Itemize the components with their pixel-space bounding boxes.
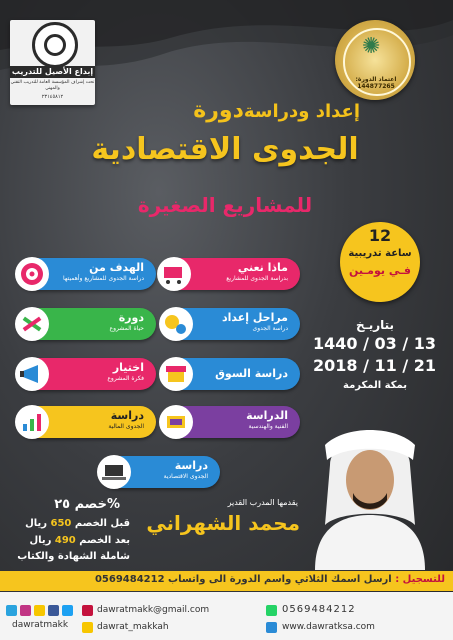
market-stall-icon — [156, 354, 196, 394]
footer-phone[interactable]: 0569484212 — [282, 604, 356, 615]
laptop-icon — [94, 452, 134, 492]
snapchat-icon[interactable] — [34, 605, 45, 616]
logo-emblem-icon — [32, 22, 78, 68]
footer — [0, 592, 453, 640]
hours-label: ساعة تدريبية — [348, 248, 412, 259]
course-title-main: الجدوى الاقتصادية — [91, 132, 359, 167]
snapchat-icon-2 — [82, 622, 93, 633]
course-title-sub: للمشاريع الصغيرة — [137, 193, 313, 217]
hours-days: فـي يومـين — [349, 264, 411, 277]
footer-email[interactable]: dawratmakk@gmail.com — [97, 605, 210, 615]
card-economic: دراسة الجدوى الاقتصادية — [100, 456, 220, 488]
target-icon — [12, 254, 52, 294]
date-gregorian: 2018 / 11 / 21 — [312, 356, 436, 375]
card-stages: مراحل إعداد دراسة الجدوى — [162, 308, 300, 340]
globe-icon — [266, 622, 277, 633]
registration-text: للتسجيل : ارسل اسمك الثلاثي واسم الدورة الى واتساب 0569484212 — [94, 574, 445, 585]
whatsapp-icon — [266, 605, 277, 616]
trainer-photo — [295, 415, 445, 570]
card-what-we-mean: ماذا نعني بدراسة الجدوى للمشاريع — [162, 258, 300, 290]
footer-handle2[interactable]: dawrat_makkah — [97, 622, 169, 632]
date-city: بمكة المكرمة — [343, 380, 407, 391]
price-before: قبل الخصم 650 ريال — [25, 518, 130, 529]
accreditation-badge — [335, 20, 415, 100]
discount-title: خصم ٢٥% — [54, 497, 120, 512]
trainer-name: محمد الشهراني — [146, 511, 300, 535]
hours-circle — [340, 222, 420, 302]
course-prefix: دورة — [193, 98, 244, 123]
email-icon — [82, 605, 93, 616]
card-market: دراسة السوق — [162, 358, 300, 390]
engineering-icon — [156, 402, 196, 442]
tvtc-emblem-icon: ✺ — [362, 34, 381, 59]
tools-icon — [12, 304, 52, 344]
registration-phone[interactable]: 0569484212 — [94, 574, 165, 585]
card-technical: الدراسة الفنية والهندسية — [162, 406, 300, 438]
logo-subtitle: تحت إشراف المؤسسة العامة للتدريب التقني والمهني — [10, 80, 95, 91]
price-includes: شاملة الشهادة والكتاب — [17, 551, 130, 562]
gears-icon — [156, 304, 196, 344]
twitter-icon[interactable] — [62, 605, 73, 616]
card-financial: دراسة الجدوى المالية — [18, 406, 156, 438]
footer-handle1[interactable]: dawratmakk — [12, 620, 69, 630]
card-idea: اختيار فكرة المشروع — [18, 358, 156, 390]
facebook-icon[interactable] — [48, 605, 59, 616]
financial-chart-icon — [12, 402, 52, 442]
trainer-tag: يقدمها المدرب القدير — [227, 498, 298, 507]
footer-website[interactable]: www.dawratksa.com — [282, 622, 375, 632]
megaphone-icon — [12, 354, 52, 394]
shopping-cart-icon — [154, 254, 194, 294]
hours-number: 12 — [368, 226, 392, 245]
telegram-icon[interactable] — [6, 605, 17, 616]
instagram-icon[interactable] — [20, 605, 31, 616]
academy-logo — [10, 20, 95, 105]
price-after: بعد الخصم 490 ريال — [29, 535, 130, 546]
logo-number: ٢٣١٤٥٨١٢ — [41, 94, 64, 100]
date-label: بتاريـخ — [355, 318, 395, 332]
card-lifecycle: دورة حياة المشروع — [18, 308, 156, 340]
date-hijri: 1440 / 03 / 13 — [312, 334, 436, 353]
registration-label: للتسجيل : — [395, 574, 445, 585]
logo-name: إبداع الأصيل للتدريب — [11, 67, 94, 76]
badge-text: اعتماد الدورة: 144877265 — [355, 76, 397, 90]
card-goal: الهدف من دراسة الجدوى للمشاريع وأهميتها — [18, 258, 156, 290]
course-title-line1: إعداد ودراسةدورة — [193, 98, 360, 123]
